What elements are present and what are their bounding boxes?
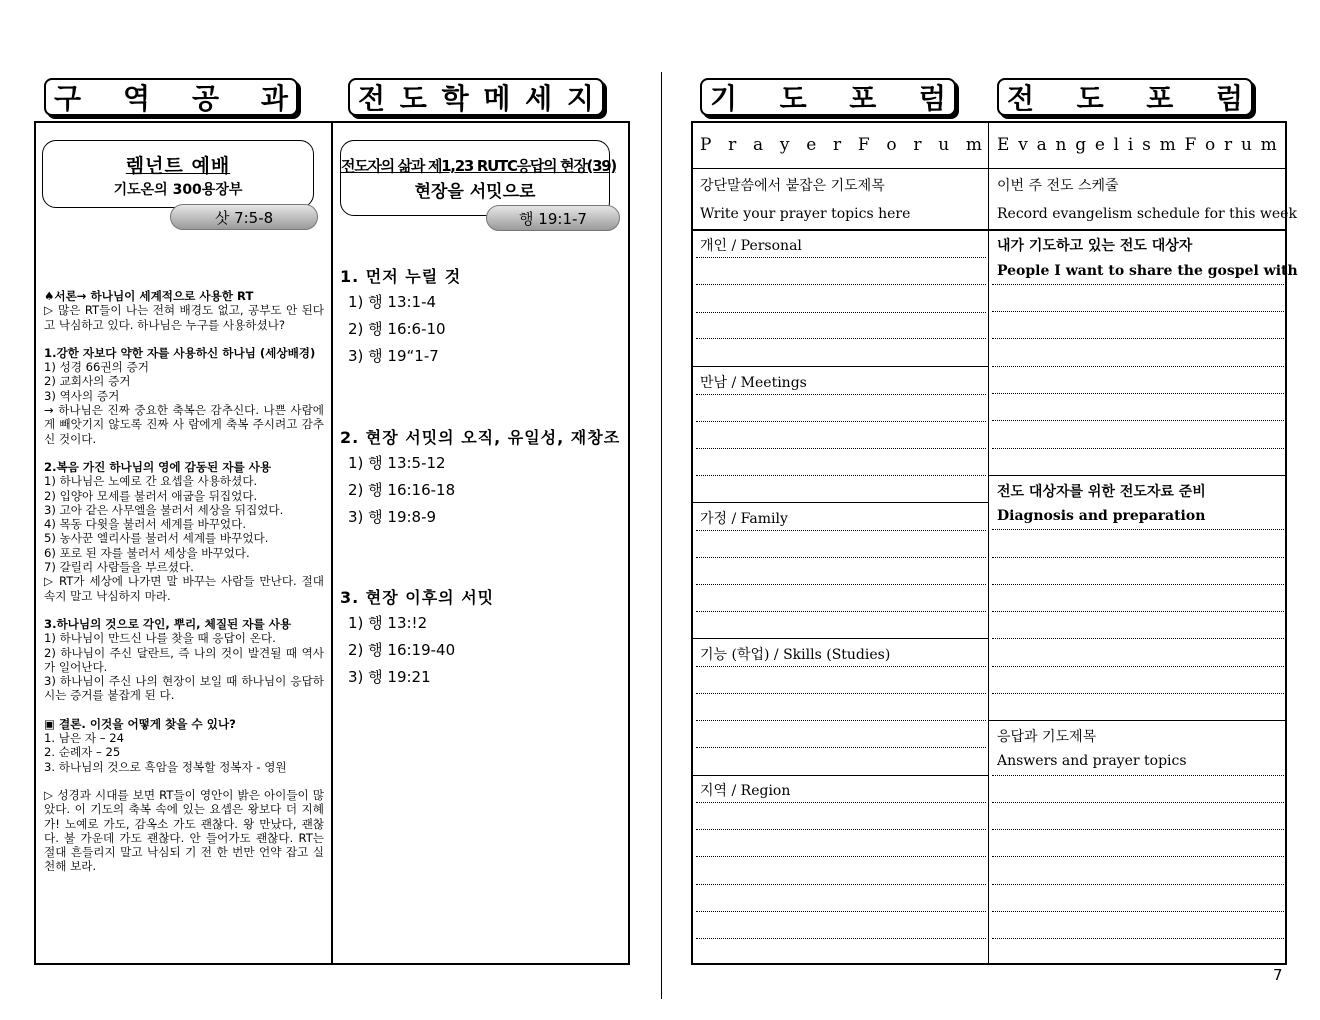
sermon-title-card xyxy=(42,140,314,208)
dotted-line xyxy=(696,720,986,721)
header-letter: 전 xyxy=(1007,82,1035,115)
dotted-line xyxy=(992,420,1284,421)
header-evangelism-forum xyxy=(997,78,1253,116)
verse: 2) 행 16:6-10 xyxy=(348,320,446,338)
message-heading: 1. 먼저 누릴 것 xyxy=(340,267,462,286)
header-letter: 역 xyxy=(122,82,151,115)
forum-divider xyxy=(988,122,989,964)
message-title: 전도자의 삶과 제1,23 RUTC응답의 현장(39) xyxy=(341,157,616,175)
title-letter: m xyxy=(1159,135,1176,155)
header-prayer-forum xyxy=(700,78,956,116)
sermon-reference-badge: 삿 7:5-8 xyxy=(170,204,318,230)
title-letter: F xyxy=(857,135,870,155)
title-letter: P xyxy=(700,135,712,155)
rule xyxy=(692,229,1286,231)
sermon-body xyxy=(44,289,324,874)
header-letter: 세 xyxy=(525,82,553,115)
section-rule xyxy=(989,475,1286,476)
title-letter: r xyxy=(913,135,922,155)
dotted-line xyxy=(696,666,986,667)
spacer xyxy=(44,774,324,788)
verse: 3) 행 19:8-9 xyxy=(348,508,437,526)
sermon-heading: 3.하나님의 것으로 각인, 뿌리, 체질된 자를 사용 xyxy=(44,616,292,631)
title-letter: m xyxy=(1260,135,1277,155)
verse: 1) 행 13:!2 xyxy=(348,614,428,632)
title-letter: a xyxy=(753,135,764,155)
sermon-line: 1. 남은 자 – 24 xyxy=(44,731,124,746)
header-letter: 과 xyxy=(260,82,288,115)
dotted-line xyxy=(992,829,1284,830)
prayer-section-skills: 기능 (학업) / Skills (Studies) xyxy=(700,647,891,663)
title-letter: r xyxy=(728,135,737,155)
evangelism-forum-title xyxy=(997,135,1277,155)
message-subtitle: 현장을 서밋으로 xyxy=(414,182,536,202)
evangelism-section-en: Answers and prayer topics xyxy=(997,753,1187,769)
header-evangelism-message xyxy=(348,78,604,116)
title-letter: e xyxy=(806,135,817,155)
spacer xyxy=(44,703,324,717)
title-letter: a xyxy=(1036,135,1047,155)
dotted-line xyxy=(992,611,1284,612)
header-letter: 포 xyxy=(1146,82,1174,115)
evangelism-intro-en: Record evangelism schedule for this week xyxy=(997,206,1297,222)
dotted-line xyxy=(992,557,1284,558)
verse: 2) 행 16:16-18 xyxy=(348,481,456,499)
dotted-line xyxy=(696,530,986,531)
verse: 3) 행 19:21 xyxy=(348,668,431,686)
sermon-heading: ▣ 결론. 이것을 어떻게 찾을 수 있나? xyxy=(44,716,236,731)
dotted-line xyxy=(992,584,1284,585)
dotted-line xyxy=(696,584,986,585)
section-rule xyxy=(692,366,988,367)
sermon-line: 3) 역사의 증거 xyxy=(44,388,120,403)
dotted-line xyxy=(696,938,986,939)
title-letter: u xyxy=(938,135,950,155)
prayer-section-family: 가정 / Family xyxy=(700,511,788,527)
dotted-line xyxy=(696,421,986,422)
header-letter: 포 xyxy=(849,82,877,115)
sermon-line: 2) 하나님이 주신 달란트, 즉 나의 것이 발견될 때 역사가 일어난다. xyxy=(44,645,324,674)
message-heading: 2. 현장 서밋의 오직, 유일성, 재창조 xyxy=(340,428,621,447)
title-letter: g xyxy=(1075,135,1087,155)
evangelism-section-en: People I want to share the gospel with xyxy=(997,263,1298,279)
dotted-line xyxy=(696,884,986,885)
dotted-line xyxy=(696,829,986,830)
message-section-2 xyxy=(340,425,620,531)
prayer-intro-ko: 강단말씀에서 붙잡은 기도제목 xyxy=(700,178,885,194)
dotted-line xyxy=(696,284,986,285)
dotted-line xyxy=(992,311,1284,312)
dotted-line xyxy=(992,448,1284,449)
header-letter: 구 xyxy=(54,82,82,115)
header-letter: 도 xyxy=(779,82,807,115)
sermon-line: 2) 교회사의 증거 xyxy=(44,374,131,389)
section-rule xyxy=(692,638,988,639)
sermon-line: 3) 하나님이 주신 나의 현장이 보일 때 하나님이 응답하시는 증거를 붙잡게 된 다. xyxy=(44,674,324,703)
sermon-line: 7) 갈릴리 사람들을 부르셨다. xyxy=(44,560,194,575)
prayer-section-meetings: 만남 / Meetings xyxy=(700,375,807,391)
title-letter: y xyxy=(779,135,790,155)
sermon-line: → 하나님은 진짜 중요한 축복은 감추신다. 나쁜 사람에게 빼앗기지 않도록 진짜 사 람에게 축복 주시려고 감추신 것이다. xyxy=(44,403,324,446)
section-rule xyxy=(692,502,988,503)
dotted-line xyxy=(696,802,986,803)
sermon-heading: ♠서론→ 하나님이 세계적으로 사용한 RT xyxy=(44,289,254,303)
sermon-line: 1) 성경 66권의 증거 xyxy=(44,360,149,375)
verse: 3) 행 19“1-7 xyxy=(348,347,439,365)
header-letter: 럼 xyxy=(918,82,946,115)
dotted-line xyxy=(992,775,1284,776)
evangelism-section-ko: 응답과 기도제목 xyxy=(997,729,1097,745)
header-letter: 학 xyxy=(441,82,469,115)
title-letter: n xyxy=(1055,135,1067,155)
header-letter: 전 xyxy=(358,82,386,115)
prayer-intro-en: Write your prayer topics here xyxy=(700,206,911,222)
evangelism-intro-ko: 이번 주 전도 스케줄 xyxy=(997,178,1119,194)
dotted-line xyxy=(696,693,986,694)
spacer xyxy=(44,446,324,460)
sermon-heading: 2.복음 가진 하나님의 영에 감동된 자를 사용 xyxy=(44,459,272,474)
dotted-line xyxy=(992,338,1284,339)
title-letter: u xyxy=(1240,135,1252,155)
header-letter: 도 xyxy=(1076,82,1104,115)
sermon-line: 2) 입양아 모세를 불러서 애굽을 뒤집었다. xyxy=(44,488,258,503)
dotted-line xyxy=(696,338,986,339)
prayer-forum-title xyxy=(700,135,982,155)
title-letter: i xyxy=(1127,135,1134,155)
title-letter: r xyxy=(833,135,842,155)
title-letter: o xyxy=(886,135,897,155)
dotted-line xyxy=(696,911,986,912)
dotted-line xyxy=(992,884,1284,885)
column-divider xyxy=(331,122,333,964)
sermon-heading: 1.강한 자보다 약한 자를 사용하신 하나님 (세상배경) xyxy=(44,345,316,360)
dotted-line xyxy=(696,394,986,395)
header-letter: 메 xyxy=(483,82,511,115)
dotted-line xyxy=(696,747,986,748)
sermon-line: 6) 포로 된 자를 불러서 세상을 바꾸었다. xyxy=(44,545,250,560)
dotted-line xyxy=(992,856,1284,857)
title-letter: r xyxy=(1224,135,1233,155)
message-section-3 xyxy=(340,585,494,691)
dotted-line xyxy=(696,448,986,449)
sermon-title: 렘넌트 예배 xyxy=(125,155,231,177)
dotted-line xyxy=(992,529,1284,530)
sermon-line: ▷ RT가 세상에 나가면 말 바꾸는 사람들 만난다. 절대 속지 말고 낙심하지 마라. xyxy=(44,574,324,603)
dotted-line xyxy=(696,557,986,558)
title-letter: v xyxy=(1018,135,1028,155)
verse: 2) 행 16:19-40 xyxy=(348,641,456,659)
dotted-line xyxy=(696,475,986,476)
dotted-line xyxy=(992,366,1284,367)
title-letter: m xyxy=(965,135,982,155)
page-number: 7 xyxy=(1273,966,1283,984)
dotted-line xyxy=(992,693,1284,694)
spacer xyxy=(44,603,324,617)
dotted-line xyxy=(992,284,1284,285)
header-letter: 공 xyxy=(191,82,219,115)
evangelism-section-ko: 내가 기도하고 있는 전도 대상자 xyxy=(997,238,1193,254)
title-letter: e xyxy=(1094,135,1105,155)
message-reference-badge: 행 19:1-7 xyxy=(486,205,620,231)
section-rule xyxy=(692,775,988,776)
spacer xyxy=(44,332,324,346)
title-letter: s xyxy=(1142,135,1151,155)
sermon-line: 3. 하나님의 것으로 흑암을 정복할 정복자 - 영원 xyxy=(44,759,287,774)
dotted-line xyxy=(992,911,1284,912)
header-letter: 럼 xyxy=(1215,82,1243,115)
sermon-subtitle: 기도온의 300용장부 xyxy=(113,182,243,198)
message-section-1 xyxy=(340,264,461,370)
prayer-section-personal: 개인 / Personal xyxy=(700,238,802,254)
dotted-line xyxy=(992,938,1284,939)
verse: 1) 행 13:1-4 xyxy=(348,293,437,311)
sermon-line: ▷ 많은 RT들이 나는 전혀 배경도 없고, 공부도 안 된다고 낙심하고 있다. 하나님은 누구를 사용하셨나? xyxy=(44,303,324,332)
evangelism-section-ko: 전도 대상자를 위한 전도자료 준비 xyxy=(997,484,1206,500)
sermon-line: 1) 하나님이 만드신 나를 찾을 때 응답이 온다. xyxy=(44,631,276,646)
sermon-line: 1) 하나님은 노예로 간 요셉을 사용하셨다. xyxy=(44,474,258,489)
dotted-line xyxy=(992,666,1284,667)
header-cell-group-lesson xyxy=(44,78,298,116)
sermon-line: 4) 목동 다윗을 불러서 세계를 바꾸었다. xyxy=(44,517,247,532)
sermon-line: 2. 순례자 – 25 xyxy=(44,745,121,760)
dotted-line xyxy=(992,802,1284,803)
dotted-line xyxy=(992,638,1284,639)
header-letter: 지 xyxy=(566,82,594,115)
page-fold-line xyxy=(661,72,662,999)
rule xyxy=(692,168,1286,169)
title-letter: E xyxy=(997,135,1010,155)
dotted-line xyxy=(696,856,986,857)
dotted-line xyxy=(696,611,986,612)
sermon-line: 3) 고아 같은 사무엘을 불러서 세상을 뒤집었다. xyxy=(44,502,284,517)
title-letter: o xyxy=(1205,135,1216,155)
title-letter: F xyxy=(1184,135,1197,155)
dotted-line xyxy=(696,257,986,258)
dotted-line xyxy=(696,312,986,313)
sermon-line: ▷ 성경과 시대를 보면 RT들이 영안이 밝은 아이들이 많았다. 이 기도의 축복 속에 있는 요셉은 왕보다 더 지혜가! 노예로 가도, 감옥소 가도 괜찮다. 왕 만났다, 괜찮 다. 불 가운데 가도 괜찮다. 안 들어가도 괜찮다. RT는 절대 흔들리지 말고 낙심되 기 전 한 번만 언약 잡고 실천해 보라. xyxy=(44,787,324,874)
header-letter: 기 xyxy=(710,82,738,115)
title-letter: l xyxy=(1113,135,1120,155)
dotted-line xyxy=(992,393,1284,394)
header-letter: 도 xyxy=(399,82,427,115)
section-rule xyxy=(989,720,1286,721)
sermon-line: 5) 농사꾼 엘리사를 불러서 세계를 바꾸었다. xyxy=(44,531,269,546)
verse: 1) 행 13:5-12 xyxy=(348,454,446,472)
evangelism-section-en: Diagnosis and preparation xyxy=(997,508,1206,524)
message-heading: 3. 현장 이후의 서밋 xyxy=(340,588,495,607)
prayer-section-region: 지역 / Region xyxy=(700,783,791,799)
